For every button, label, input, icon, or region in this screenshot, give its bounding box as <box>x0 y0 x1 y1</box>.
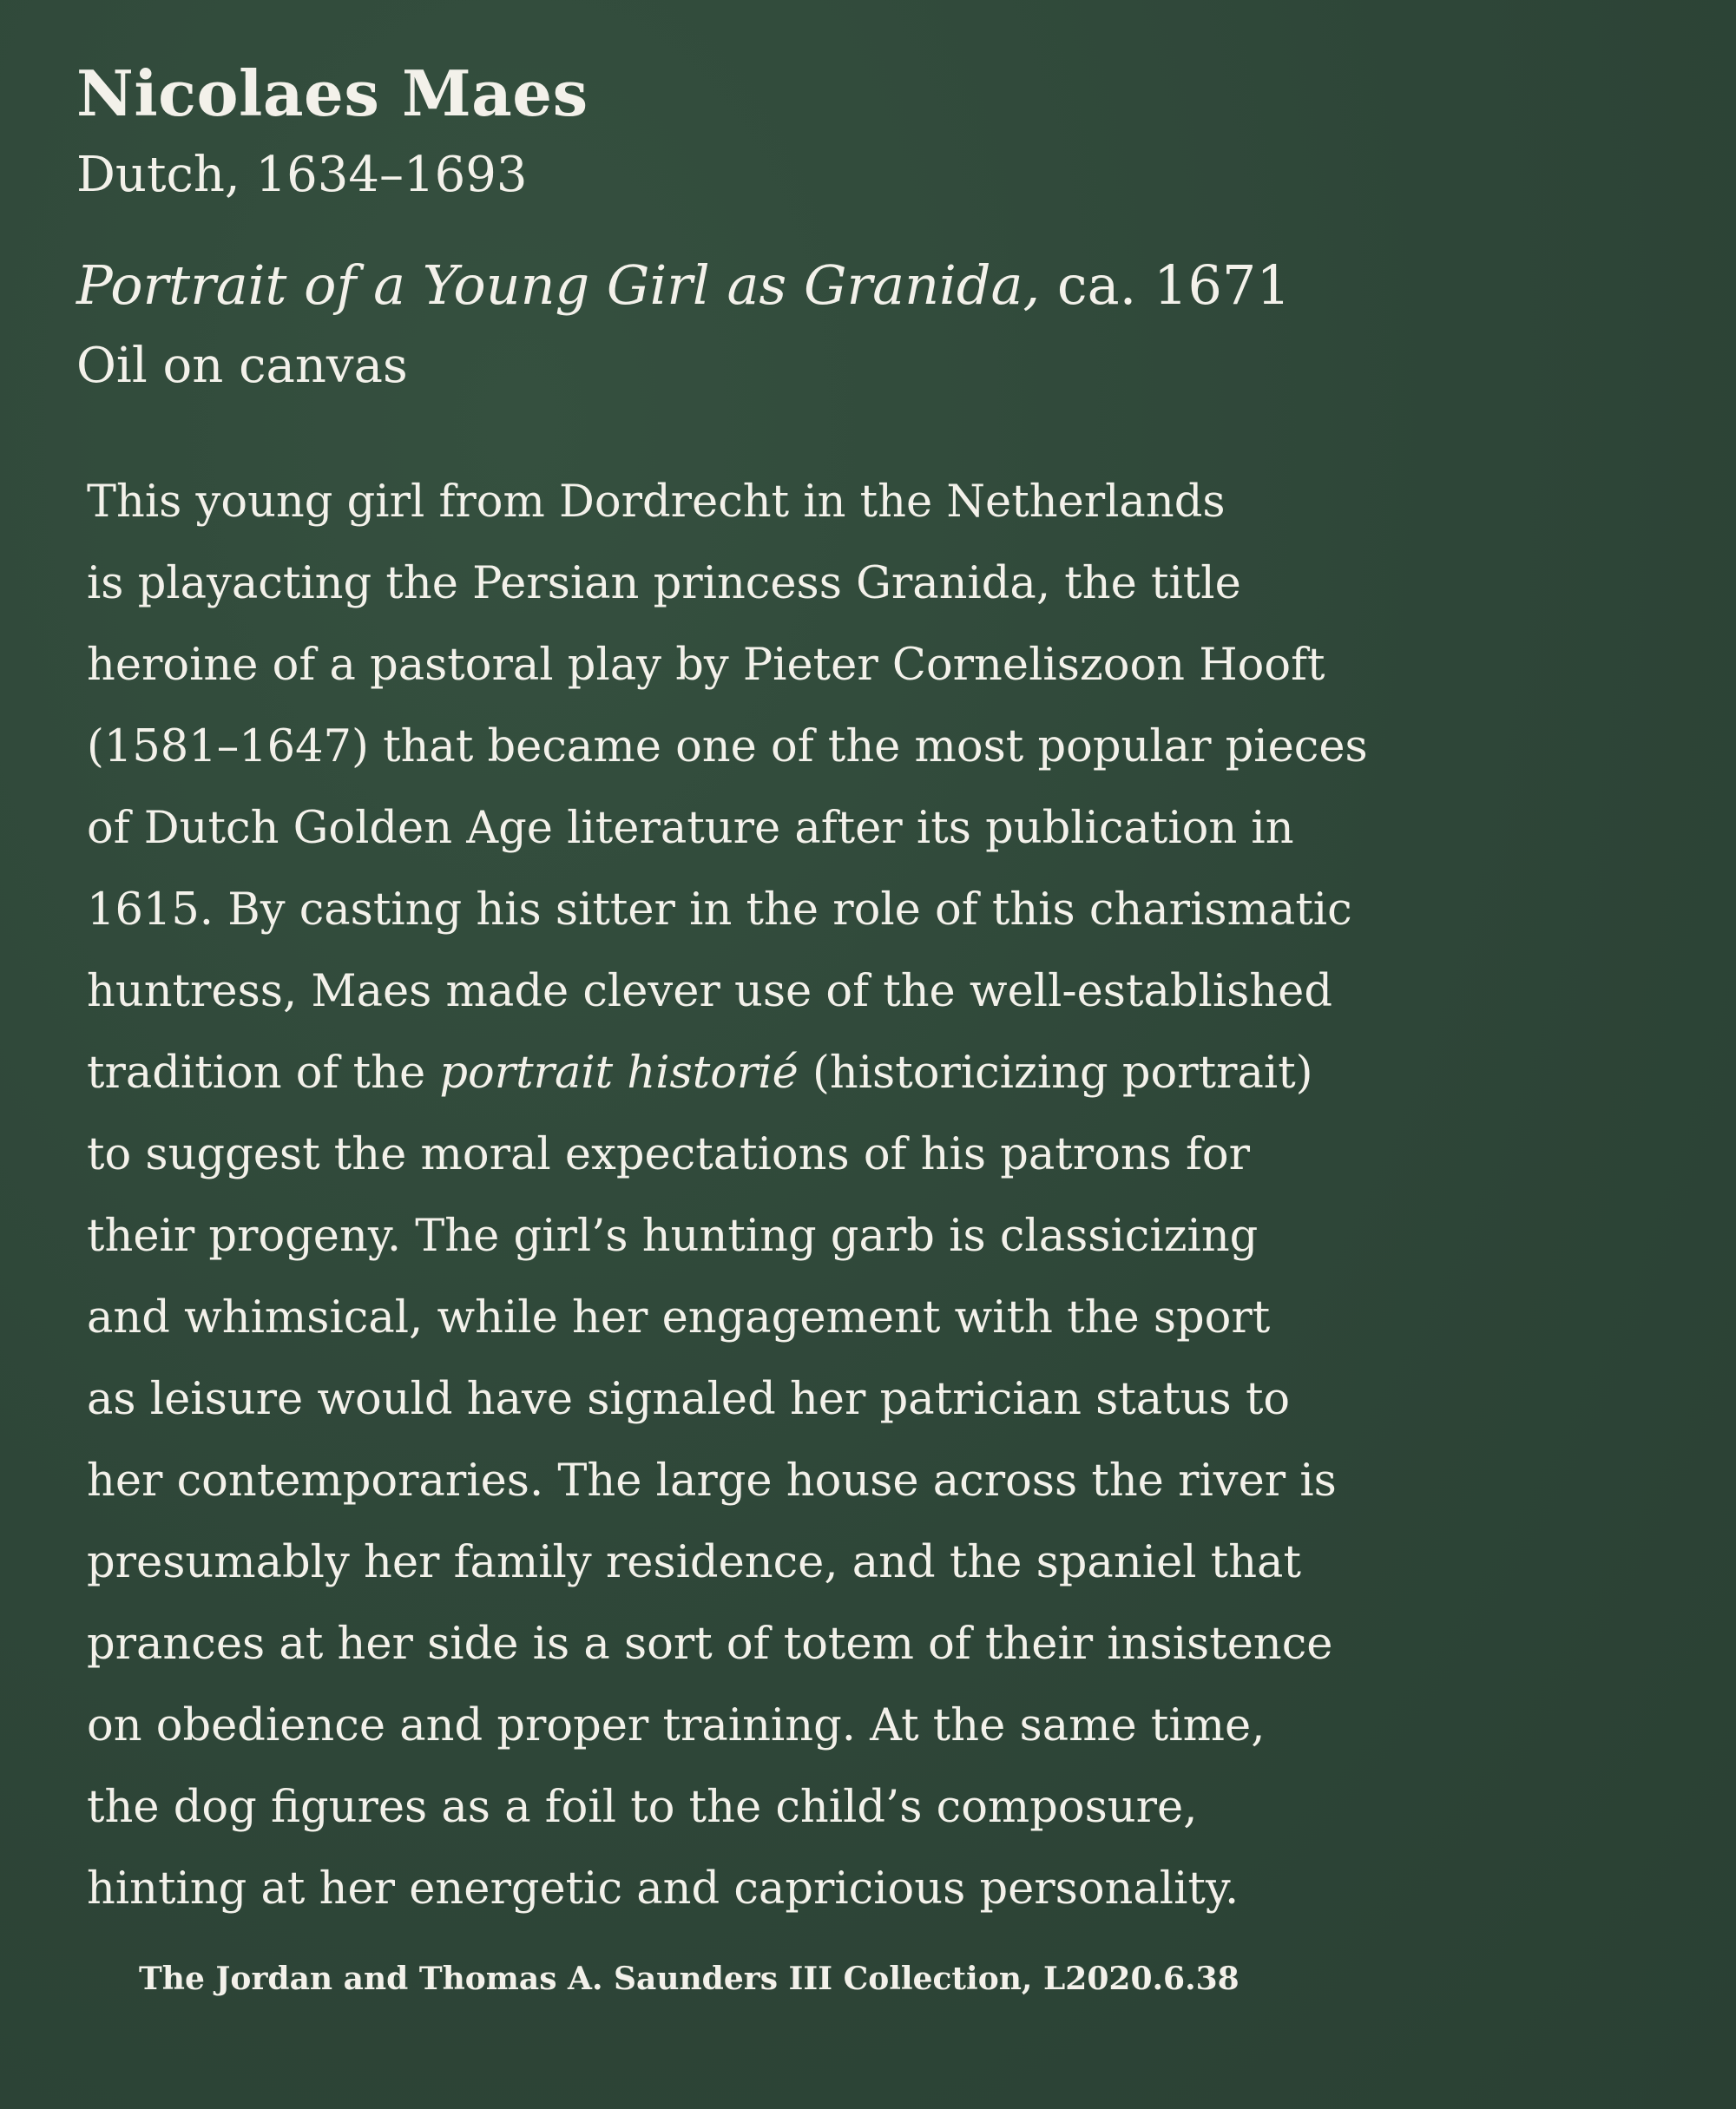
description-line: on obedience and proper training. At the same time, <box>87 1700 1266 1751</box>
description-line: huntress, Maes made clever use of the well-established <box>87 966 1332 1017</box>
description-text-segment: (historicizing portrait) <box>798 1048 1313 1099</box>
description-line-portrait-historie <box>87 1033 1632 1114</box>
description-line: to suggest the moral expectations of his patrons for <box>87 1129 1251 1180</box>
description-line: her contemporaries. The large house across the river is <box>87 1455 1337 1507</box>
artwork-title: Portrait of a Young Girl as Granida, <box>76 253 1041 317</box>
description-line: as leisure would have signaled her patrician status to <box>87 1374 1291 1425</box>
artwork-medium: Oil on canvas <box>76 338 408 394</box>
description-line: hinting at her energetic and capricious personality. <box>87 1863 1240 1915</box>
description-text <box>76 462 1632 1930</box>
description-italic-term: portrait historié <box>439 1048 799 1099</box>
description-line: heroine of a pastoral play by Pieter Corneliszoon Hooft <box>87 640 1325 691</box>
description-line: 1615. By casting his sitter in the role of this charismatic <box>87 884 1352 936</box>
description-line: of Dutch Golden Age literature after its publication in <box>87 803 1294 854</box>
description-line: the dog figures as a foil to the child’s composure, <box>87 1782 1198 1833</box>
credit-line: The Jordan and Thomas A. Saunders III Collection, L2020.6.38 <box>139 1961 1240 1997</box>
artist-nationality-dates: Dutch, 1634–1693 <box>76 147 528 203</box>
description-line: their progeny. The girl’s hunting garb is classicizing <box>87 1211 1259 1262</box>
artist-name: Nicolaes Maes <box>76 56 589 130</box>
description-line: prances at her side is a sort of totem of their insistence <box>87 1619 1333 1670</box>
description-line: presumably her family residence, and the spaniel that <box>87 1537 1301 1588</box>
description-line: (1581–1647) that became one of the most popular pieces <box>87 721 1368 772</box>
artwork-date: ca. 1671 <box>1040 253 1291 317</box>
description-line: This young girl from Dordrecht in the Netherlands <box>87 476 1226 528</box>
description-line: and whimsical, while her engagement with the sport <box>87 1292 1271 1344</box>
artwork-title-line <box>76 253 1632 317</box>
description-line: is playacting the Persian princess Granida, the title <box>87 558 1241 609</box>
description-text-segment: tradition of the <box>87 1048 440 1099</box>
